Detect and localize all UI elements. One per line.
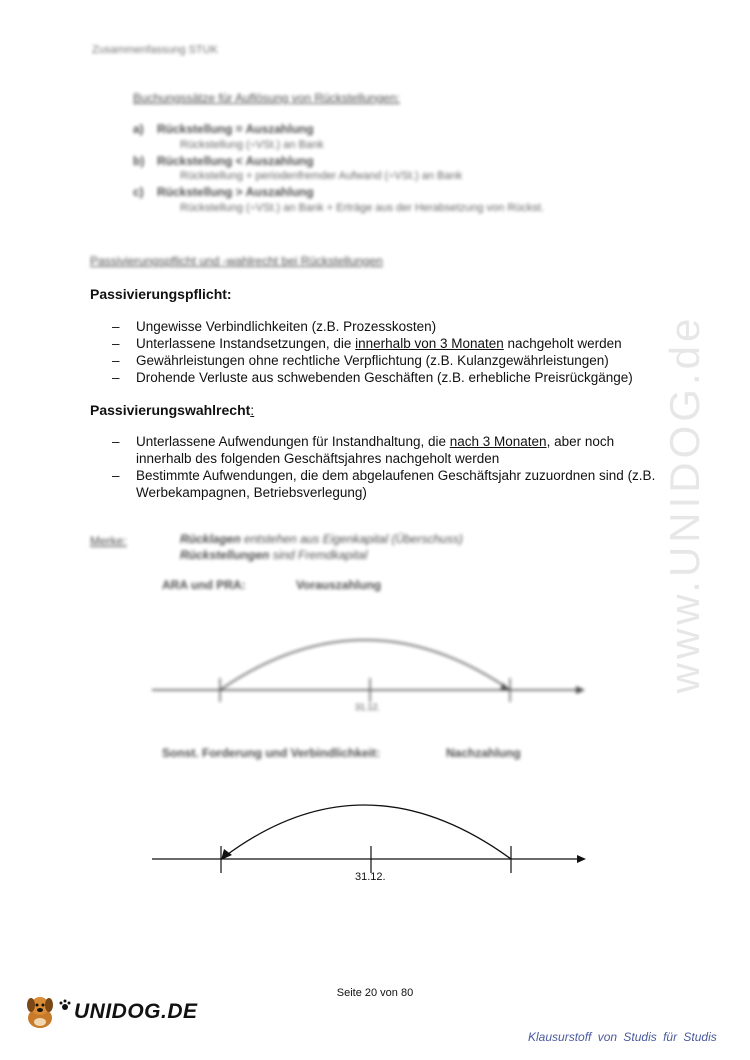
paw-icon (58, 998, 72, 1012)
page-header: Zusammenfassung STUK (92, 44, 218, 56)
merke-text: Rücklagen entstehen aus Eigenkapital (Überschuss) Rückstellungen sind Fremdkapital (180, 532, 463, 562)
list-item: – Gewährleistungen ohne rechtliche Verpflichtung (z.B. Kulanzgewährleistungen) (112, 352, 672, 369)
buchungssatz-b-sub: Rückstellung + periodenfremder Aufwand (÷VSt.) an Bank (180, 170, 463, 182)
diagram1-left-label: ARA und PRA: (162, 578, 246, 592)
list-item: – Drohende Verluste aus schwebenden Geschäften (z.B. erhebliche Preisrückgänge) (112, 369, 672, 386)
section-title: Passivierungspflicht und -wahlrecht bei Rückstellungen (90, 254, 383, 268)
wahlrecht-heading: Passivierungswahlrecht: (90, 402, 255, 418)
buchungssatz-b: b) Rückstellung < Auszahlung (133, 154, 314, 168)
merke-label: Merke: (90, 534, 127, 548)
buchungssatz-a-sub: Rückstellung (÷VSt.) an Bank (180, 139, 324, 151)
diagram2-right-label: Nachzahlung (446, 746, 521, 760)
diagram1-right-label: Vorauszahlung (296, 578, 382, 592)
unidog-logo (20, 992, 198, 1032)
list-item: – Unterlassene Instandsetzungen, die innerhalb von 3 Monaten nachgeholt werden (112, 335, 672, 352)
list-item: – Bestimmte Aufwendungen, die dem abgelaufenen Geschäftsjahr zuzuordnen sind (z.B. Werbekampagnen, Betriebsverlegung) (112, 467, 657, 501)
watermark: www.UNIDOG.de (661, 314, 708, 694)
buchungssatz-c: c) Rückstellung > Auszahlung (133, 185, 314, 199)
diagram2-left-label: Sonst. Forderung und Verbindlichkeit: (162, 746, 381, 760)
list-item: – Unterlassene Aufwendungen für Instandhaltung, die nach 3 Monaten, aber noch innerhalb des folgenden Geschäftsjahres nachgeholt werden (112, 433, 657, 467)
diagram2-date: 31.12. (355, 871, 386, 883)
footer-tagline: Klausurstoff von Studis für Studis (528, 1030, 717, 1044)
list-item: – Ungewisse Verbindlichkeiten (z.B. Prozesskosten) (112, 318, 672, 335)
buchungssatz-a: a) Rückstellung = Auszahlung (133, 122, 314, 136)
buchungssaetze-title: Buchungssätze für Auflösung von Rückstellungen: (133, 91, 400, 105)
page-number: Seite 20 von 80 (336, 987, 414, 999)
buchungssatz-c-sub: Rückstellung (÷VSt.) an Bank + Erträge aus der Herabsetzung von Rückst. (180, 202, 545, 214)
pflicht-heading: Passivierungspflicht: (90, 286, 232, 302)
dog-icon (20, 992, 60, 1032)
logo-text: UNIDOG.DE (74, 1000, 198, 1023)
diagram1-date: 31.12. (355, 702, 381, 712)
